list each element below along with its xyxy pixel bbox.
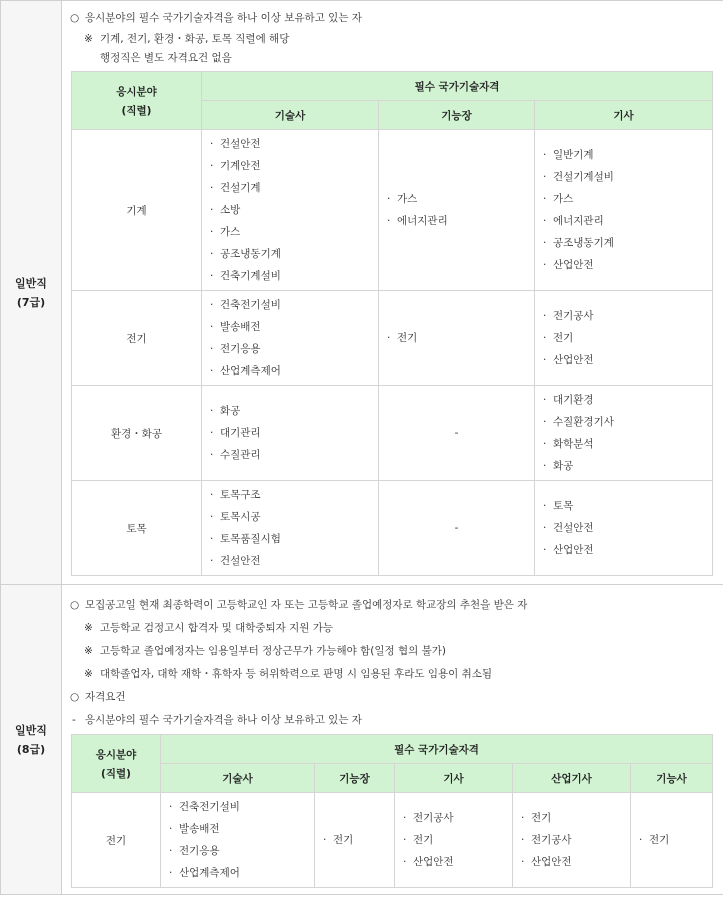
grade8-group-header: 필수 국가기술자격 xyxy=(161,735,713,764)
bullet-icon: · xyxy=(543,332,547,344)
grade7-col-header: 기능장 xyxy=(379,101,535,130)
circle-bullet-icon: ○ xyxy=(70,599,80,611)
qualification-item xyxy=(210,528,378,550)
grade8-qualification-title-text: 자격요건 xyxy=(85,691,126,703)
qualification-item xyxy=(387,188,534,210)
section-grade7 xyxy=(1,1,723,585)
qualification-item xyxy=(169,796,314,818)
qualification-item xyxy=(169,840,314,862)
bullet-icon: · xyxy=(543,460,547,472)
qualification-list xyxy=(379,324,534,352)
qualification-cell xyxy=(535,386,713,481)
qualification-name: 기계안전 xyxy=(220,160,261,172)
qualification-item xyxy=(543,210,712,232)
qualification-item xyxy=(543,539,712,561)
grade8-col-header: 기술사 xyxy=(161,764,315,793)
grade7-field-header-line2: (직렬) xyxy=(121,104,152,117)
qualification-name: 전기 xyxy=(413,834,434,846)
qualification-item xyxy=(403,851,512,873)
qualification-list xyxy=(513,804,630,876)
grade8-requirement-text: 응시분야의 필수 국가기술자격을 하나 이상 보유하고 있는 자 xyxy=(85,714,362,726)
qualification-item xyxy=(210,422,378,444)
grade8-field-header-line2: (직렬) xyxy=(101,767,131,780)
qualification-cell xyxy=(631,793,713,888)
qualification-name: 화공 xyxy=(553,460,574,472)
table-row xyxy=(72,130,713,291)
field-cell: 환경・화공 xyxy=(72,386,202,481)
qualification-item xyxy=(543,495,712,517)
qualification-list xyxy=(202,291,378,385)
qualification-item xyxy=(543,411,712,433)
qualification-list xyxy=(379,185,534,235)
qualification-item xyxy=(543,188,712,210)
qualification-name: 발송배전 xyxy=(220,321,261,333)
note-mark-icon: ※ xyxy=(84,622,93,634)
grade7-qualification-table xyxy=(71,71,713,576)
grade7-label-line2: (7급) xyxy=(16,295,46,309)
qualification-item xyxy=(210,199,378,221)
qualification-item xyxy=(210,338,378,360)
qualification-cell xyxy=(535,130,713,291)
bullet-icon: · xyxy=(210,160,214,172)
qualification-cell xyxy=(161,793,315,888)
grade8-note xyxy=(62,663,723,686)
bullet-icon: · xyxy=(210,343,214,355)
qualification-name: 공조냉동기계 xyxy=(220,248,281,260)
bullet-icon: · xyxy=(403,812,407,824)
note-mark-icon: ※ xyxy=(84,33,93,45)
grade8-eligibility xyxy=(62,594,723,617)
qualification-name: 화공 xyxy=(220,405,241,417)
grade8-label-line2: (8급) xyxy=(16,742,46,756)
field-cell: 기계 xyxy=(72,130,202,291)
bullet-icon: · xyxy=(210,270,214,282)
qualification-item xyxy=(210,400,378,422)
qualification-item xyxy=(543,144,712,166)
qualification-name: 토목시공 xyxy=(220,511,261,523)
grade7-requirement-text: 응시분야의 필수 국가기술자격을 하나 이상 보유하고 있는 자 xyxy=(85,12,362,24)
qualification-item xyxy=(543,433,712,455)
bullet-icon: · xyxy=(210,427,214,439)
qualification-item xyxy=(543,254,712,276)
qualification-item xyxy=(210,155,378,177)
qualification-name: 전기 xyxy=(553,332,574,344)
bullet-icon: · xyxy=(210,321,214,333)
qualification-name: 건축전기설비 xyxy=(179,801,240,813)
bullet-icon: · xyxy=(543,237,547,249)
qualification-name: 에너지관리 xyxy=(553,215,604,227)
empty-cell-dash: - xyxy=(379,481,535,576)
qualification-item xyxy=(543,389,712,411)
qualification-name: 건설기계설비 xyxy=(553,171,614,183)
qualification-item xyxy=(210,506,378,528)
qualification-name: 에너지관리 xyxy=(397,215,448,227)
qualification-name: 전기 xyxy=(649,834,670,846)
qualification-name: 건설안전 xyxy=(220,555,261,567)
qualification-name: 산업계측제어 xyxy=(220,365,281,377)
bullet-icon: · xyxy=(210,299,214,311)
grade8-qualification-table xyxy=(71,734,713,888)
qualification-item xyxy=(169,818,314,840)
qualification-item xyxy=(521,851,630,873)
qualification-cell xyxy=(315,793,395,888)
qualification-name: 가스 xyxy=(553,193,574,205)
grade8-note-text: 고등학교 졸업예정자는 임용일부터 정상근무가 가능해야 함(일정 협의 불가) xyxy=(100,645,446,657)
grade8-note-text: 고등학교 검정고시 합격자 및 대학중퇴자 지원 가능 xyxy=(100,622,334,634)
qualification-name: 건설기계 xyxy=(220,182,261,194)
qualification-cell xyxy=(379,130,535,291)
table-row xyxy=(72,291,713,386)
grade7-label-line1: 일반직 xyxy=(15,276,47,290)
qualification-item xyxy=(169,862,314,884)
qualification-cell xyxy=(535,481,713,576)
qualification-name: 토목품질시험 xyxy=(220,533,281,545)
qualification-item xyxy=(210,294,378,316)
bullet-icon: · xyxy=(169,845,173,857)
qualification-cell xyxy=(202,481,379,576)
qualification-name: 산업계측제어 xyxy=(179,867,240,879)
empty-cell-dash: - xyxy=(379,386,535,481)
bullet-icon: · xyxy=(210,511,214,523)
bullet-icon: · xyxy=(403,834,407,846)
grade7-field-header xyxy=(72,72,202,130)
qualification-list xyxy=(202,481,378,575)
qualification-item xyxy=(210,316,378,338)
grade7-requirement xyxy=(62,7,723,30)
bullet-icon: · xyxy=(210,182,214,194)
qualification-item xyxy=(543,455,712,477)
bullet-icon: · xyxy=(210,533,214,545)
qualification-list xyxy=(315,826,394,854)
qualification-name: 전기응용 xyxy=(179,845,220,857)
qualification-item xyxy=(403,829,512,851)
bullet-icon: · xyxy=(403,856,407,868)
bullet-icon: · xyxy=(210,405,214,417)
qualification-item xyxy=(210,550,378,572)
section-grade8 xyxy=(1,585,723,895)
bullet-icon: · xyxy=(521,834,525,846)
qualification-list xyxy=(202,130,378,290)
qualification-item xyxy=(387,327,534,349)
qualification-item xyxy=(403,807,512,829)
bullet-icon: · xyxy=(543,259,547,271)
qualification-name: 수질관리 xyxy=(220,449,261,461)
qualification-item xyxy=(543,232,712,254)
bullet-icon: · xyxy=(543,416,547,428)
qualification-name: 전기공사 xyxy=(553,310,594,322)
qualification-item xyxy=(639,829,712,851)
qualification-name: 전기 xyxy=(333,834,354,846)
qualification-item xyxy=(521,829,630,851)
grade7-note xyxy=(62,30,723,49)
qualification-name: 건설안전 xyxy=(220,138,261,150)
qualification-list xyxy=(202,397,378,469)
bullet-icon: · xyxy=(543,171,547,183)
bullet-icon: · xyxy=(543,438,547,450)
qualification-list xyxy=(535,386,712,480)
grade8-label-cell xyxy=(1,585,62,895)
qualification-cell xyxy=(395,793,513,888)
qualification-cell xyxy=(202,386,379,481)
grade8-qualification-title xyxy=(62,686,723,709)
qualification-list xyxy=(535,492,712,564)
note-mark-icon: ※ xyxy=(84,668,93,680)
dash-bullet-icon: - xyxy=(72,714,76,726)
qualification-item xyxy=(543,166,712,188)
qualification-list xyxy=(535,302,712,374)
grade8-note-text: 대학졸업자, 대학 재학・휴학자 등 허위학력으로 판명 시 임용된 후라도 임용이 취소됨 xyxy=(100,668,493,680)
table-row xyxy=(72,386,713,481)
qualification-cell xyxy=(202,291,379,386)
qualification-cell xyxy=(202,130,379,291)
table-row xyxy=(72,793,713,888)
bullet-icon: · xyxy=(210,226,214,238)
qualification-name: 전기공사 xyxy=(531,834,572,846)
qualification-name: 토목 xyxy=(553,500,574,512)
field-cell: 전기 xyxy=(72,793,161,888)
qualification-name: 산업안전 xyxy=(553,544,594,556)
qualification-name: 토목구조 xyxy=(220,489,261,501)
grade8-note xyxy=(62,617,723,640)
qualification-item xyxy=(210,360,378,382)
qualification-name: 건축기계설비 xyxy=(220,270,281,282)
grade8-field-header-line1: 응시분야 xyxy=(95,748,137,761)
qualification-item xyxy=(387,210,534,232)
bullet-icon: · xyxy=(387,332,391,344)
bullet-icon: · xyxy=(543,500,547,512)
bullet-icon: · xyxy=(169,823,173,835)
grade7-field-header-line1: 응시분야 xyxy=(116,85,157,98)
grade8-col-header: 기능장 xyxy=(315,764,395,793)
qualification-item xyxy=(543,305,712,327)
qualification-name: 전기 xyxy=(531,812,552,824)
qualification-item xyxy=(521,807,630,829)
bullet-icon: · xyxy=(169,801,173,813)
bullet-icon: · xyxy=(210,555,214,567)
bullet-icon: · xyxy=(210,489,214,501)
qualification-name: 가스 xyxy=(220,226,241,238)
qualification-name: 공조냉동기계 xyxy=(553,237,614,249)
bullet-icon: · xyxy=(521,856,525,868)
qualification-name: 건축전기설비 xyxy=(220,299,281,311)
qualification-name: 산업안전 xyxy=(553,354,594,366)
bullet-icon: · xyxy=(169,867,173,879)
grade7-note-line2: 행정직은 별도 자격요건 없음 xyxy=(100,52,232,64)
qualification-list xyxy=(631,826,712,854)
bullet-icon: · xyxy=(387,193,391,205)
grade7-content-cell xyxy=(62,1,723,585)
qualification-list xyxy=(535,141,712,279)
grade8-label-line1: 일반직 xyxy=(15,723,47,737)
bullet-icon: · xyxy=(543,310,547,322)
qualification-item xyxy=(543,517,712,539)
qualification-name: 산업안전 xyxy=(413,856,454,868)
bullet-icon: · xyxy=(521,812,525,824)
grade7-col-header: 기술사 xyxy=(202,101,379,130)
bullet-icon: · xyxy=(543,544,547,556)
qualification-item xyxy=(210,133,378,155)
qualification-name: 전기응용 xyxy=(220,343,261,355)
grade8-requirement xyxy=(62,709,723,732)
circle-bullet-icon: ○ xyxy=(70,691,80,703)
bullet-icon: · xyxy=(543,193,547,205)
field-cell: 토목 xyxy=(72,481,202,576)
grade7-label-cell xyxy=(1,1,62,585)
qualification-list xyxy=(161,793,314,887)
qualification-item xyxy=(323,829,394,851)
qualification-list xyxy=(395,804,512,876)
bullet-icon: · xyxy=(210,204,214,216)
qualification-name: 대기환경 xyxy=(553,394,594,406)
qualification-name: 산업안전 xyxy=(531,856,572,868)
qualification-name: 가스 xyxy=(397,193,418,205)
qualification-item xyxy=(210,243,378,265)
qualification-item xyxy=(210,265,378,287)
bullet-icon: · xyxy=(210,449,214,461)
qualification-name: 수질환경기사 xyxy=(553,416,614,428)
bullet-icon: · xyxy=(543,394,547,406)
grade8-note xyxy=(62,640,723,663)
qualification-item xyxy=(210,444,378,466)
qualification-name: 전기 xyxy=(397,332,418,344)
qualification-item xyxy=(210,177,378,199)
note-mark-icon: ※ xyxy=(84,645,93,657)
grade8-eligibility-text: 모집공고일 현재 최종학력이 고등학교인 자 또는 고등학교 졸업예정자로 학교장의 추천을 받은 자 xyxy=(85,599,528,611)
field-cell: 전기 xyxy=(72,291,202,386)
qualification-name: 산업안전 xyxy=(553,259,594,271)
grade8-col-header: 산업기사 xyxy=(513,764,631,793)
qualification-name: 건설안전 xyxy=(553,522,594,534)
qualification-name: 일반기계 xyxy=(553,149,594,161)
bullet-icon: · xyxy=(543,354,547,366)
qualification-name: 소방 xyxy=(220,204,241,216)
bullet-icon: · xyxy=(210,365,214,377)
grade8-col-header: 기능사 xyxy=(631,764,713,793)
bullet-icon: · xyxy=(387,215,391,227)
qualification-name: 전기공사 xyxy=(413,812,454,824)
circle-bullet-icon: ○ xyxy=(70,12,80,24)
bullet-icon: · xyxy=(210,138,214,150)
qualification-name: 대기관리 xyxy=(220,427,261,439)
bullet-icon: · xyxy=(323,834,327,846)
bullet-icon: · xyxy=(210,248,214,260)
grade8-field-header xyxy=(72,735,161,793)
qualification-cell xyxy=(379,291,535,386)
qualification-cell xyxy=(513,793,631,888)
qualification-item xyxy=(543,327,712,349)
grade8-content-cell xyxy=(62,585,723,895)
table-row xyxy=(72,481,713,576)
qualification-name: 화학분석 xyxy=(553,438,594,450)
qualification-name: 발송배전 xyxy=(179,823,220,835)
qualification-item xyxy=(210,221,378,243)
qualification-item xyxy=(210,484,378,506)
grade7-note-line1: 기계, 전기, 환경・화공, 토목 직렬에 해당 xyxy=(100,33,290,45)
qualification-cell xyxy=(535,291,713,386)
grade8-col-header: 기사 xyxy=(395,764,513,793)
bullet-icon: · xyxy=(543,215,547,227)
grade7-col-header: 기사 xyxy=(535,101,713,130)
grade7-group-header: 필수 국가기술자격 xyxy=(202,72,713,101)
bullet-icon: · xyxy=(639,834,643,846)
bullet-icon: · xyxy=(543,149,547,161)
qualification-item xyxy=(543,349,712,371)
bullet-icon: · xyxy=(543,522,547,534)
